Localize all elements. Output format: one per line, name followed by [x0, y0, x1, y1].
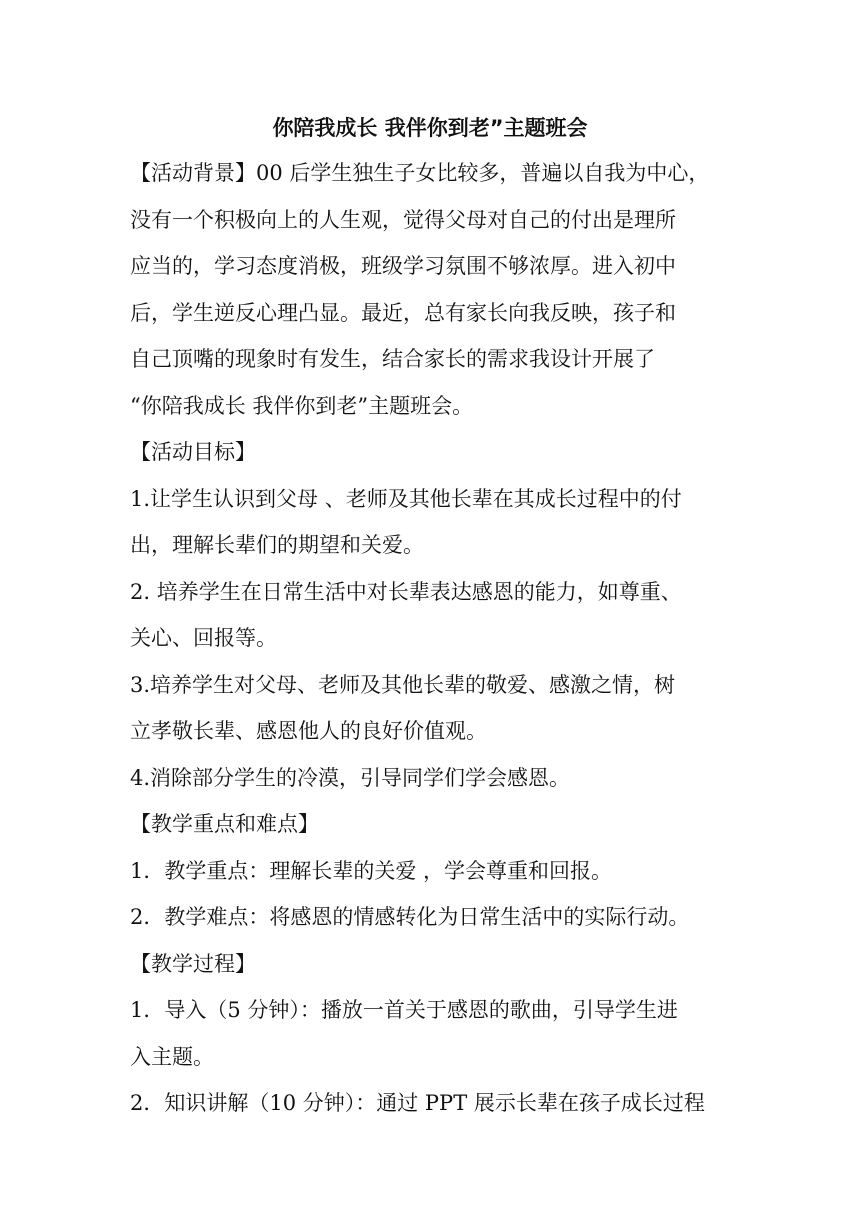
text-line: 2. 培养学生在日常生活中对长辈表达感恩的能力，如尊重、 — [130, 579, 682, 604]
text-line: 2．知识讲解（10 分钟）：通过 PPT 展示长辈在孩子成长过程 — [130, 1091, 705, 1115]
text-line: 后，学生逆反心理凸显。最近，总有家长向我反映，孩子和 — [130, 300, 676, 325]
section-heading: 【教学过程】 — [130, 951, 256, 976]
text-line: 出，理解长辈们的期望和关爱。 — [130, 533, 424, 557]
text-line: 没有一个积极向上的人生观，觉得父母对自己的付出是理所 — [130, 207, 676, 232]
section-heading: 【教学重点和难点】 — [130, 812, 319, 836]
document-title: 你陪我成长 我伴你到老”主题班会 — [272, 116, 588, 140]
text-line: 入主题。 — [130, 1044, 214, 1069]
text-line: 应当的，学习态度消极，班级学习氛围不够浓厚。进入初中 — [130, 254, 676, 278]
text-line: 1．导入（5 分钟）：播放一首关于感恩的歌曲，引导学生进 — [130, 998, 678, 1022]
document-body — [130, 150, 734, 1127]
text-line: 【活动背景】00 后学生独生子女比较多，普遍以自我为中心， — [130, 161, 710, 185]
text-line: “你陪我成长 我伴你到老”主题班会。 — [130, 393, 474, 418]
section-heading: 【活动目标】 — [130, 440, 256, 464]
text-line: 立孝敬长辈、感恩他人的良好价值观。 — [130, 719, 487, 743]
text-line: 1．教学重点：理解长辈的关爱 ，学会尊重和回报。 — [130, 858, 613, 883]
text-line: 3.培养学生对父母、老师及其他长辈的敬爱、感激之情，树 — [130, 672, 676, 697]
text-line: 2．教学难点：将感恩的情感转化为日常生活中的实际行动。 — [130, 905, 690, 929]
text-line: 关心、回报等。 — [130, 626, 277, 650]
text-line: 4.消除部分学生的冷漠，引导同学们学会感恩。 — [130, 765, 571, 790]
text-line: 1.让学生认识到父母 、老师及其他长辈在其成长过程中的付 — [130, 486, 682, 511]
text-line: 自己顶嘴的现象时有发生，结合家长的需求我设计开展了 — [130, 347, 655, 371]
